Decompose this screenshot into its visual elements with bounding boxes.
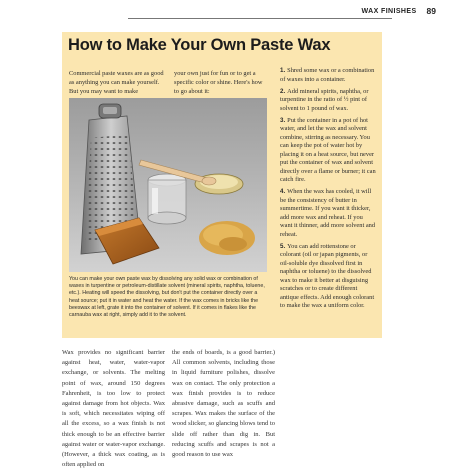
intro-column-b: your own just for fun or to get a specific color or shine. Here's how to go about it:	[174, 70, 263, 95]
step-text: When the wax has cooled, it will be the consistency of butter in summertime. If you want it thicker, add more wax and reheat. If you want it thinner, add more solvent and reheat.	[280, 188, 376, 238]
step-item	[280, 88, 376, 114]
step-number: 1.	[280, 67, 286, 74]
step-number: 4.	[280, 188, 286, 195]
step-item	[280, 117, 376, 185]
step-item	[280, 243, 376, 311]
step-text: Shred some wax or a combination of waxes into a container.	[280, 67, 375, 83]
page-number: 89	[426, 6, 436, 16]
running-head-section: WAX FINISHES	[361, 7, 417, 15]
step-number: 5.	[280, 242, 286, 250]
carnauba-flakes-shape	[199, 221, 255, 255]
step-text: Put the container in a pot of hot water, and let the wax and solvent combine, stirring as necessary. You can keep the pot of water hot by placing it on a heat source, but never put the container of wax and solvent directly over a flame or burner; it can catch fire.	[280, 116, 376, 183]
photo-wax-materials	[69, 98, 267, 272]
body-column-2: the ends of boards, is a good barrier.) All common solvents, including those in liquid furniture polishes, dissolve wax on contact. The only protection a wax finish provides is to reduce abrasive damage, such as scuffs and scrapes. Wax makes the surface of the wood slicker, so glancing blows tend to slide off rather than dig in. But reducing scuffs and scrapes is not a good reason to use wax	[172, 349, 275, 459]
header-rule	[128, 18, 392, 19]
step-number: 2.	[280, 87, 286, 95]
panel-title: How to Make Your Own Paste Wax	[68, 36, 331, 54]
photo-caption: You can make your own paste wax by dissolving any solid wax or combination of waxes in turpentine or petroleum-distillate solvent (mineral spirits, naphtha, toluene, etc.). Heating will speed the dissolving, but don't put the container directly over a heat source; put it in water and heat the water. If the wax comes in bricks like the beeswax at left, grate it into the container of solvent. If it comes in flakes like the carnauba wax at right, simply add it to the solvent.	[69, 276, 265, 319]
step-text: You can add rottenstone or colorant (oil or japan pigments, or oil-soluble dye dissolved first in naphtha or toluene) to the dissolved wax to make it better at disguising scratches or to create different antique effects. Add enough colorant to make the wax a uniform color.	[280, 242, 375, 309]
running-head	[362, 5, 436, 17]
step-text: Add mineral spirits, naphtha, or turpentine in the ratio of ½ pint of solvent to 1 pound of wax.	[280, 87, 369, 112]
intro-column-a: Commercial paste waxes are as good as anything you can make yourself. But you may want to make	[69, 70, 164, 95]
body-column-1: Wax provides no significant barrier against heat, water, water-vapor exchange, or solvents. The melting point of wax, around 150 degrees Fahrenheit, is too low to protect against damage from hot objects. Wax is soft, which necessitates wiping off all the excess, so a wax finish is not thick enough to be an effective barrier against water or water-vapor exchange. (However, a thick wax coating, as is often applied on	[62, 349, 165, 469]
sidebar-panel	[62, 32, 382, 338]
step-number: 3.	[280, 116, 286, 124]
steps-list	[280, 67, 376, 314]
step-item	[280, 188, 376, 239]
glass-jar-shape	[148, 174, 186, 224]
step-item	[280, 67, 376, 84]
